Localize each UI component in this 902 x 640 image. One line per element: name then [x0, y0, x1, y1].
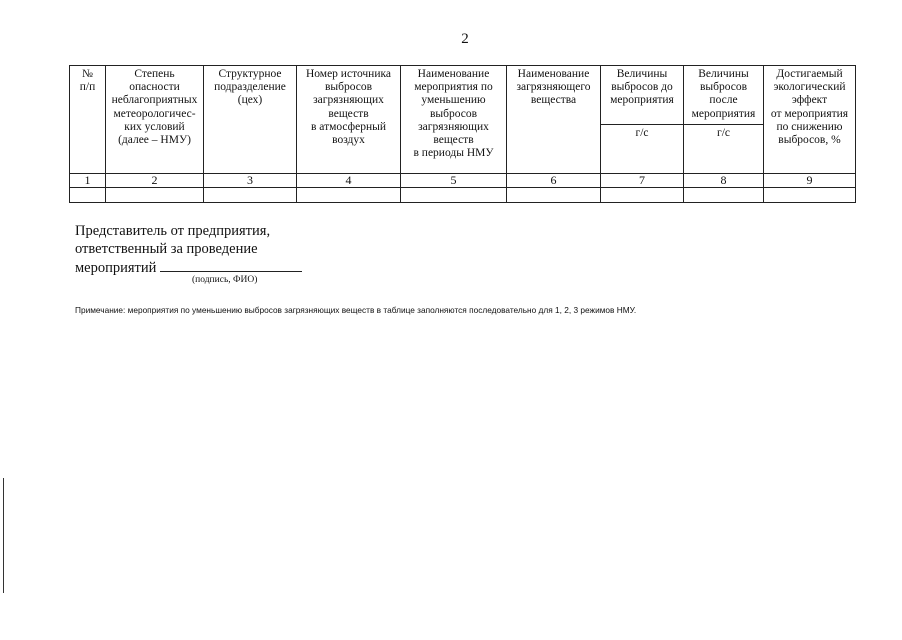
unit-cell-after: г/с	[684, 125, 764, 174]
column-number: 5	[401, 174, 507, 188]
table-header-row	[70, 66, 856, 125]
table-cell-empty	[70, 188, 106, 203]
column-number: 9	[764, 174, 856, 188]
footnote: Примечание: мероприятия по уменьшению выбросов загрязняющих веществ в таблице заполняются последовательно для 1, 2, 3 режимов НМУ.	[75, 305, 637, 315]
unit-cell-before: г/с	[601, 125, 684, 174]
column-number: 8	[684, 174, 764, 188]
column-number: 3	[204, 174, 297, 188]
representative-block	[75, 222, 302, 277]
table-cell-empty	[297, 188, 401, 203]
emission-measures-table	[69, 65, 856, 203]
column-number: 2	[106, 174, 204, 188]
table-cell-empty	[204, 188, 297, 203]
scan-margin-line	[3, 478, 4, 593]
table-cell-empty	[764, 188, 856, 203]
header-cell-nmu-degree: Степень опасности неблагоприятных метеорологичес- ких условий (далее – НМУ)	[106, 66, 204, 174]
table-cell-empty	[684, 188, 764, 203]
representative-line-2: ответственный за проведение	[75, 241, 258, 257]
column-number: 1	[70, 174, 106, 188]
representative-measures-label: мероприятий	[75, 260, 157, 276]
signature-caption: (подпись, ФИО)	[192, 275, 258, 285]
column-number: 6	[507, 174, 601, 188]
header-cell-emissions-before: Величины выбросов до мероприятия	[601, 66, 684, 125]
header-cell-source-number: Номер источника выбросов загрязняющих веществ в атмосферный воздух	[297, 66, 401, 174]
signature-line	[160, 258, 302, 272]
table-row-empty	[70, 188, 856, 203]
header-cell-department: Структурное подразделение (цех)	[204, 66, 297, 174]
representative-line-1: Представитель от предприятия,	[75, 223, 271, 239]
header-cell-emissions-after: Величины выбросов после мероприятия	[684, 66, 764, 125]
header-cell-number: № п/п	[70, 66, 106, 174]
page-number: 2	[461, 31, 469, 47]
column-number-row	[70, 174, 856, 188]
table-cell-empty	[401, 188, 507, 203]
table-cell-empty	[507, 188, 601, 203]
header-cell-pollutant-name: Наименование загрязняющего вещества	[507, 66, 601, 174]
column-number: 4	[297, 174, 401, 188]
header-cell-ecological-effect: Достигаемый экологический эффект от мероприятия по снижению выбросов, %	[764, 66, 856, 174]
header-cell-measure-name: Наименование мероприятия по уменьшению выбросов загрязняющих веществ в периоды НМУ	[401, 66, 507, 174]
table-cell-empty	[601, 188, 684, 203]
column-number: 7	[601, 174, 684, 188]
representative-line-3	[75, 258, 302, 277]
table-cell-empty	[106, 188, 204, 203]
